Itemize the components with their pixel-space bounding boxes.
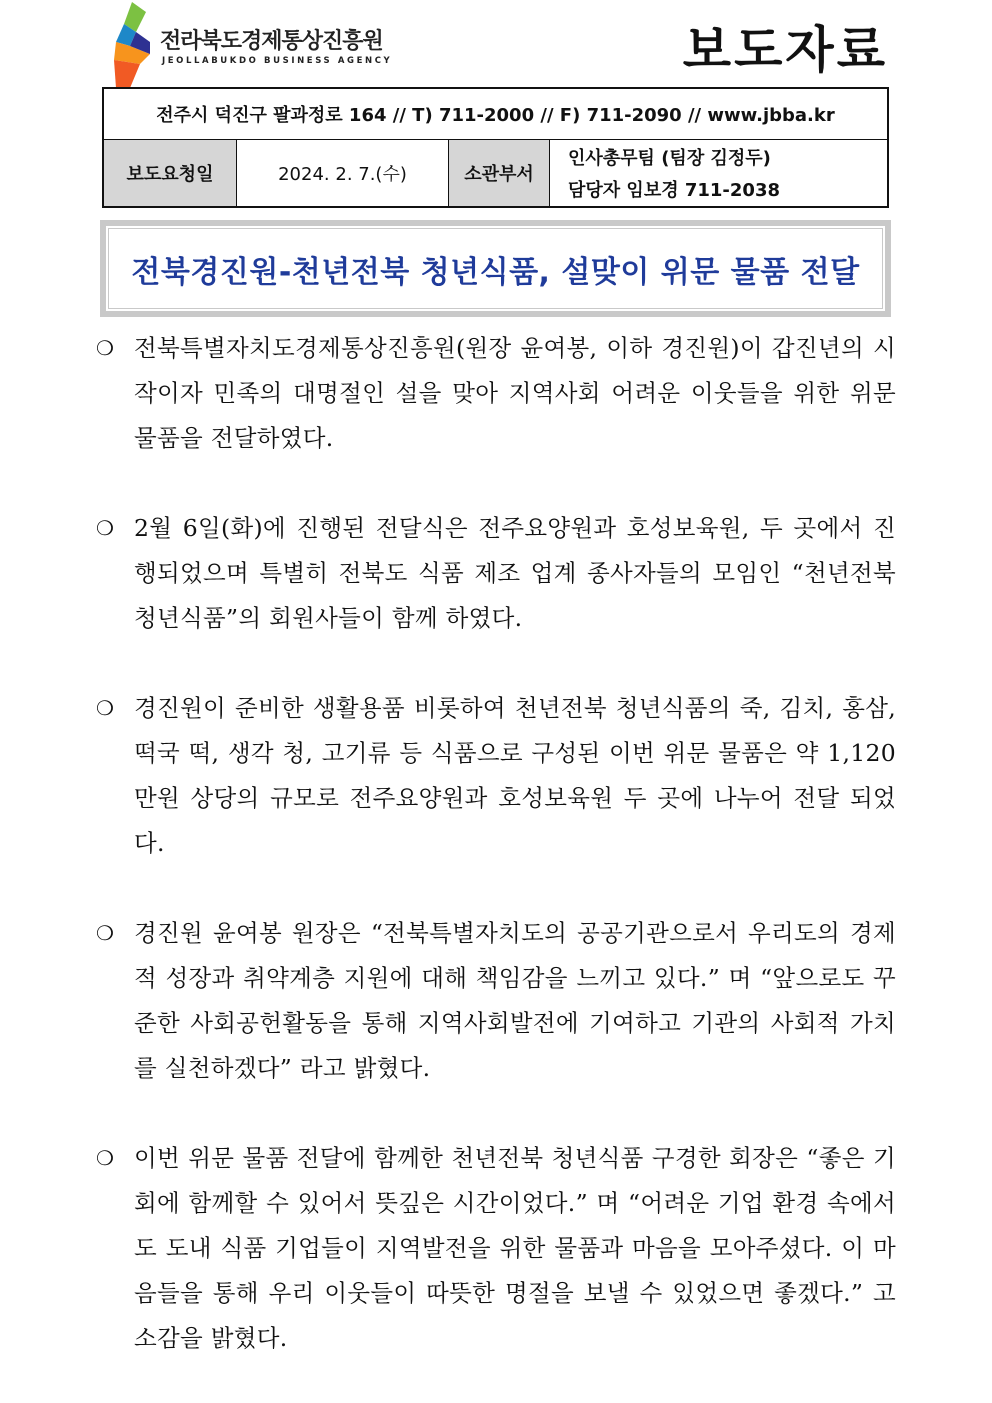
bullet-icon: ❍ [96, 336, 114, 360]
department-label: 소관부서 [449, 140, 550, 206]
paragraph-text: 경진원 윤여봉 원장은 “전북특별자치도의 공공기관으로서 우리도의 경제적 성장과 취약계층 지원에 대해 책임감을 느끼고 있다.” 며 “앞으로도 꾸준한 사회공헌활동을 통해 지역사회발전에 기여하고 기관의 사회적 가치를 실천하겠다” 라고 밝혔다. [134, 919, 896, 1082]
request-date-label: 보도요청일 [104, 140, 237, 206]
paragraph [96, 1136, 896, 1361]
bullet-icon: ❍ [96, 696, 114, 720]
org-name-english: JEOLLABUKDO BUSINESS AGENCY [162, 56, 393, 66]
paragraph [96, 686, 896, 866]
department-team: 인사총무팀 (팀장 김정두) [568, 148, 771, 169]
contact-line: 전주시 덕진구 팔과정로 164 // T) 711-2000 // F) 711-2090 // www.jbba.kr [104, 89, 887, 140]
bullet-icon: ❍ [96, 1146, 114, 1170]
org-logo [110, 2, 400, 88]
document-type-heading: 보도자료 [682, 21, 888, 79]
department-value [550, 140, 887, 206]
paragraph-text: 이번 위문 물품 전달에 함께한 천년전북 청년식품 구경한 회장은 “좋은 기회에 함께할 수 있어서 뜻깊은 시간이었다.” 며 “어려운 기업 환경 속에서도 도내 식품 기업들이 지역발전을 위한 물품과 마음을 모아주셨다. 이 마음들을 통해 우리 이웃들이 따뜻한 명절을 보낼 수 있었으면 좋겠다.” 고 소감을 밝혔다. [134, 1144, 896, 1352]
bullet-icon: ❍ [96, 921, 114, 945]
bullet-icon: ❍ [96, 516, 114, 540]
headline: 전북경진원-천년전북 청년식품, 설맞이 위문 물품 전달 [131, 254, 860, 290]
paragraph-text: 2월 6일(화)에 진행된 전달식은 전주요양원과 호성보육원, 두 곳에서 진행되었으며 특별히 전북도 식품 제조 업계 종사자들의 모임인 “천년전북 청년식품”의 회원사들이 함께 하였다. [134, 514, 896, 632]
paragraph [96, 911, 896, 1091]
department-contact: 담당자 임보경 711-2038 [568, 180, 781, 201]
paragraph-text: 경진원이 준비한 생활용품 비롯하여 천년전북 청년식품의 죽, 김치, 홍삼, 떡국 떡, 생각 청, 고기류 등 식품으로 구성된 이번 위문 물품은 약 1,120만원 상당의 규모로 전주요양원과 호성보육원 두 곳에 나누어 전달 되었다. [134, 694, 896, 857]
paragraph-text: 전북특별자치도경제통상진흥원(원장 윤여봉, 이하 경진원)이 갑진년의 시작이자 민족의 대명절인 설을 맞아 지역사회 어려운 이웃들을 위한 위문 물품을 전달하였다. [134, 334, 896, 452]
paragraph [96, 326, 896, 461]
headline-box [100, 220, 891, 317]
org-name: 전라북도경제통상진흥원 [160, 29, 383, 54]
request-date-value: 2024. 2. 7.(수) [237, 140, 449, 206]
paragraph [96, 506, 896, 641]
logo-mark-icon [110, 2, 158, 88]
info-table [102, 87, 889, 208]
